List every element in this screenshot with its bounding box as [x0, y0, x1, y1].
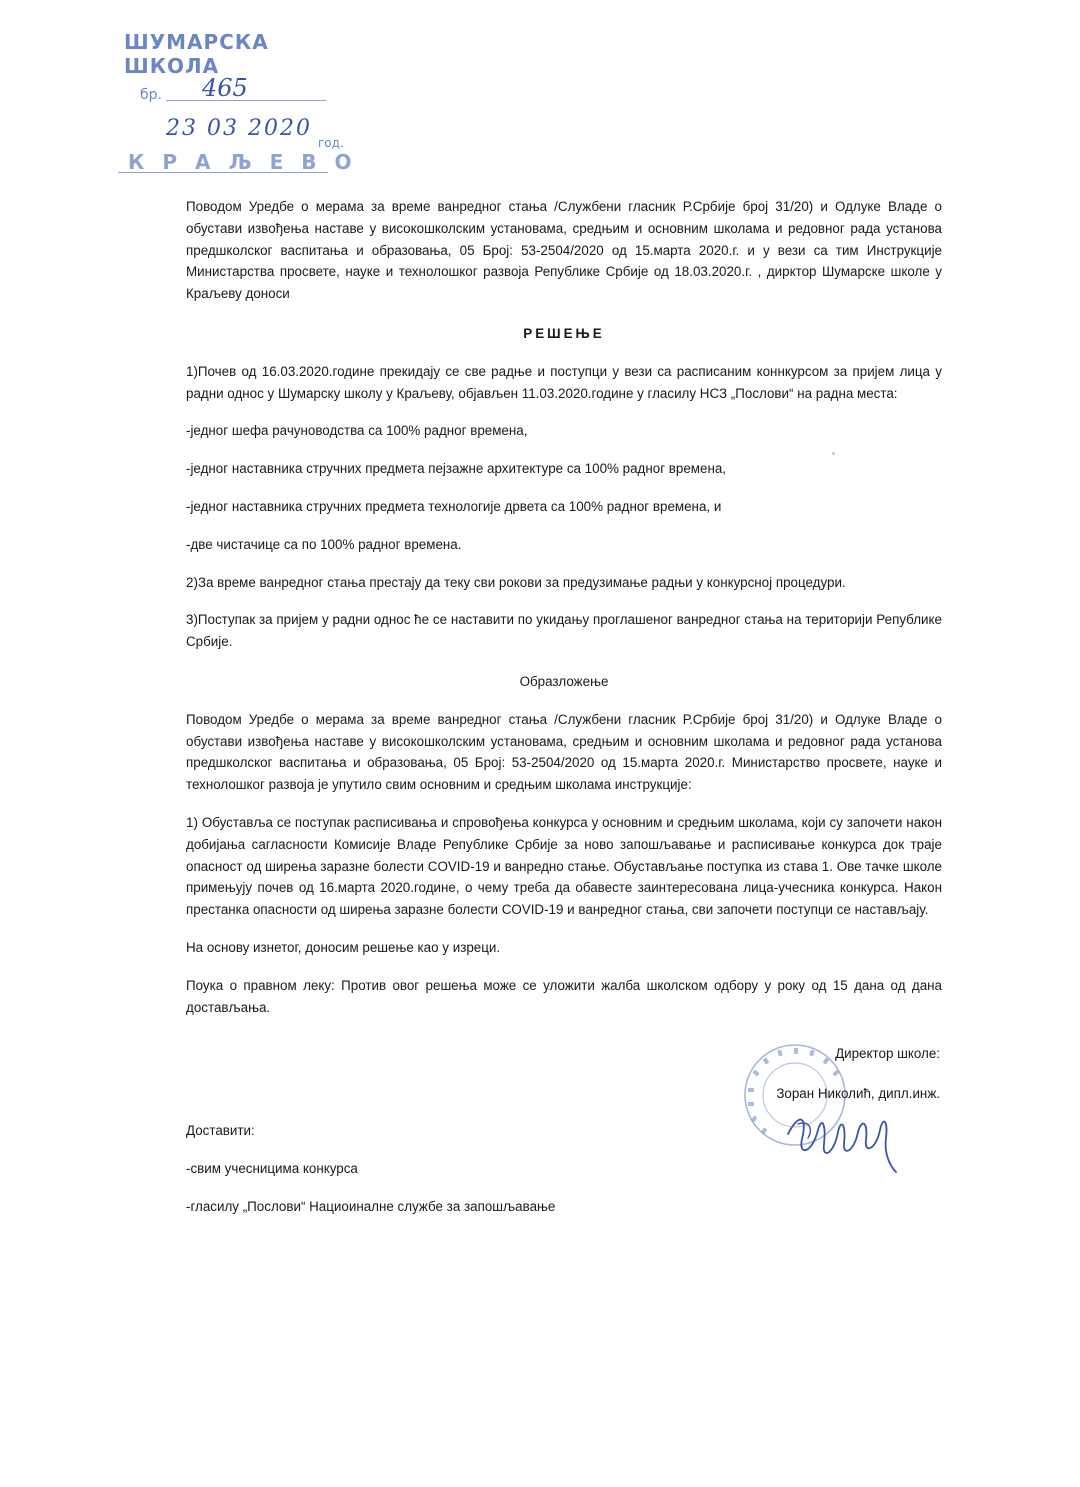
signature-block [740, 1040, 950, 1180]
legal-remedy-paragraph: Поука о правном леку: Против овог решења може се уложити жалба школском одбору у року од 15 дана од дана достављања. [186, 977, 942, 1015]
stamp-school-name: ШУМАРСКА ШКОЛА [124, 30, 269, 78]
decision-heading: РЕШЕЊЕ [523, 325, 605, 341]
rationale-heading: Образложење [519, 673, 609, 689]
handwritten-signature-icon [778, 1094, 908, 1174]
position-item: -једног шефа рачуноводства са 100% радног времена, [186, 423, 528, 439]
position-item: -две чистачице са по 100% радног времена. [186, 536, 462, 552]
conclusion-paragraph: На основу изнетог, доносим решење као у изреци. [186, 939, 501, 955]
delivery-recipient: -гласилу „Послови“ Нациоиналне службе за запошљавање [186, 1198, 556, 1214]
director-name: Зоран Николић, дипл.инж. [776, 1086, 940, 1101]
intro-paragraph: Поводом Уредбе о мерама за време ванредног стања /Службени гласник Р.Србије број 31/20) и Одлуке Владе о обустави извођења наставе у високошколским установама, средњим и основним школама и редовног рада установа предшколског васпитања и образовања, 05 Број: 53-2504/2020 од 15.марта 2020.г. и у вези са тим Инструкције Министарства просвете, науке и технолошког развоја Републике Србије од 18.03.2020.г. , дирктор Шумарске школе у Краљеву доноси [186, 199, 942, 302]
decision-item-2: 2)За време ванредног стања престају да теку сви рокови за предузимање радњи у конкурсној процедури. [186, 574, 846, 590]
rationale-paragraph: 1) Обуставља се поступак расписивања и спровођења конкурса у основним и средњим школама, који су започети након добијања сагласности Комисије Владе Републике Србије за ново запошљавање и расписивање конкурса док траје опасност од ширења заразне болести COVID-19 и ванредно стање. Обустављање поступка из става 1. Ове тачке школе примењују почев од 16.марта 2020.године, о чему треба да обавесте заинтересована лица-учесника конкурса. Након престанка опасности од ширења заразне болести COVID-19 и ванредног стања, сви започети поступци се настављају. [186, 814, 942, 918]
delivery-list [186, 1120, 555, 1217]
position-item: -једног наставника стручних предмета технологије дрвета са 100% радног времена, и [186, 498, 722, 514]
delivery-recipient: -свим учесницима конкурса [186, 1160, 358, 1176]
rationale-paragraph: Поводом Уредбе о мерама за време ванредног стања /Службени гласник Р.Србије број 31/20) и Одлуке Владе о обустави извођења наставе у високошколским установама, средњим и основним школама и редовног рада установа предшколског васпитања и образовања, 05 Број: 53-2504/2020 од 15.марта 2020.г. Министарство просвете, науке и технолошког развоја је упутило свим основним и средњим школама инструкције: [186, 711, 942, 793]
registry-stamp [118, 24, 368, 184]
decision-item-1: 1)Почев од 16.03.2020.године прекидају се све радње и поступци у вези са расписаним коннкурсом за пријем лица у радни однос у Шумарску школу у Краљеву, објављен 11.03.2020.године у гласилу НСЗ „Послови“ на радна места: [186, 363, 942, 401]
stamp-handwritten-date: 23 03 2020 [166, 116, 312, 141]
delivery-label: Доставити: [186, 1123, 255, 1138]
stamp-city: КРАЉЕВО [128, 150, 370, 174]
stamp-handwritten-number: 465 [202, 74, 248, 102]
stamp-year-suffix: год. [318, 136, 344, 150]
position-item: -једног наставника стручних предмета пејзажне архитектуре са 100% радног времена, [186, 461, 727, 477]
document-body [186, 196, 942, 1018]
stamp-number-label: бр. [140, 87, 162, 103]
decision-item-3: 3)Поступак за пријем у радни однос ће се наставити по укидању проглашеног ванредног стања на територији Републике Србије. [186, 612, 942, 650]
director-label: Директор школе: [835, 1046, 940, 1061]
